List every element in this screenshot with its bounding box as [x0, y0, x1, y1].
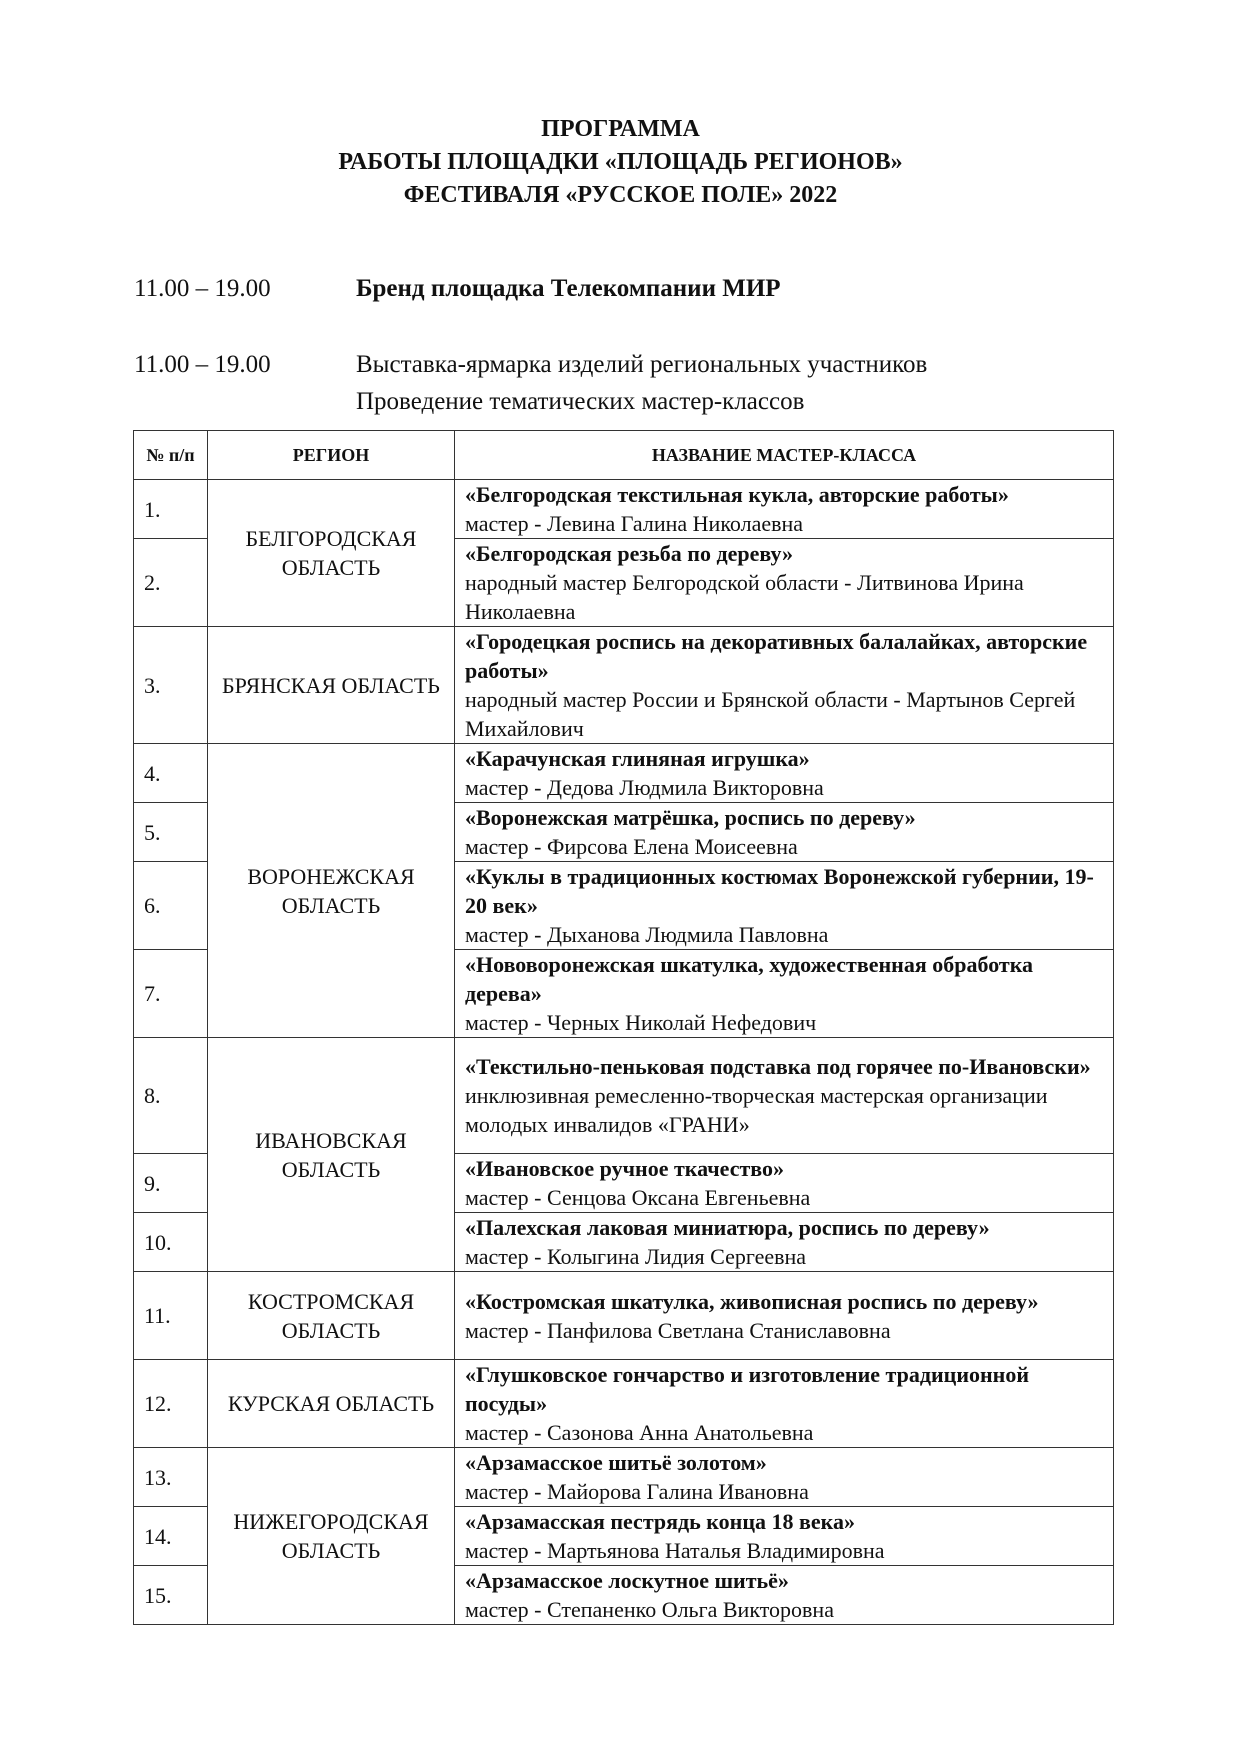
- class-master: мастер - Фирсова Елена Моисеевна: [465, 834, 798, 859]
- row-num: 3.: [134, 627, 208, 744]
- table-row: [134, 1038, 1114, 1154]
- class-title: «Глушковское гончарство и изготовление традиционной посуды»: [465, 1362, 1030, 1416]
- header-region: РЕГИОН: [208, 431, 455, 480]
- title-line: ФЕСТИВАЛЯ «РУССКОЕ ПОЛЕ» 2022: [403, 182, 838, 208]
- row-num: 12.: [134, 1360, 208, 1448]
- region-cell: НИЖЕГОРОДСКАЯ ОБЛАСТЬ: [208, 1448, 455, 1625]
- schedule-time: 11.00 – 19.00: [134, 351, 271, 378]
- schedule-event: Бренд площадка Телекомпании МИР: [356, 275, 781, 302]
- class-cell: [455, 1272, 1114, 1360]
- table-row: [134, 480, 1114, 539]
- class-master: инклюзивная ремесленно-творческая мастерская организации молодых инвалидов «ГРАНИ»: [465, 1083, 1048, 1137]
- class-cell: [455, 744, 1114, 803]
- class-cell: [455, 950, 1114, 1038]
- row-num: 15.: [134, 1566, 208, 1625]
- table-row: [134, 627, 1114, 744]
- title-line: ПРОГРАММА: [541, 116, 700, 142]
- class-master: мастер - Колыгина Лидия Сергеевна: [465, 1244, 807, 1269]
- row-num: 8.: [134, 1038, 208, 1154]
- class-cell: [455, 1213, 1114, 1272]
- table-row: [134, 1360, 1114, 1448]
- class-title: «Текстильно-пеньковая подставка под горячее по-Ивановски»: [465, 1054, 1091, 1079]
- class-title: «Белгородская резьба по дереву»: [465, 541, 794, 566]
- schedule-event-secondary: Проведение тематических мастер-классов: [356, 388, 805, 415]
- region-cell: КОСТРОМСКАЯ ОБЛАСТЬ: [208, 1272, 455, 1360]
- row-num: 11.: [134, 1272, 208, 1360]
- title-line: РАБОТЫ ПЛОЩАДКИ «ПЛОЩАДЬ РЕГИОНОВ»: [338, 149, 903, 175]
- class-cell: [455, 1154, 1114, 1213]
- class-master: мастер - Дедова Людмила Викторовна: [465, 775, 824, 800]
- header-class-name: НАЗВАНИЕ МАСТЕР-КЛАССА: [455, 431, 1114, 480]
- class-master: мастер - Мартьянова Наталья Владимировна: [465, 1538, 885, 1563]
- class-cell: [455, 862, 1114, 950]
- class-master: мастер - Сенцова Оксана Евгеньевна: [465, 1185, 811, 1210]
- schedule-time: 11.00 – 19.00: [134, 275, 271, 302]
- row-num: 6.: [134, 862, 208, 950]
- class-title: «Карачунская глиняная игрушка»: [465, 746, 810, 771]
- class-cell: [455, 1360, 1114, 1448]
- row-num: 14.: [134, 1507, 208, 1566]
- class-title: «Нововоронежская шкатулка, художественная обработка дерева»: [465, 952, 1034, 1006]
- class-title: «Белгородская текстильная кукла, авторские работы»: [465, 482, 1009, 507]
- class-cell: [455, 1566, 1114, 1625]
- class-cell: [455, 1448, 1114, 1507]
- class-master: мастер - Дыханова Людмила Павловна: [465, 922, 829, 947]
- class-title: «Городецкая роспись на декоративных балалайках, авторские работы»: [465, 629, 1088, 683]
- class-title: «Куклы в традиционных костюмах Воронежской губернии, 19-20 век»: [465, 864, 1094, 918]
- table-row: [134, 744, 1114, 803]
- class-title: «Арзамасская пестрядь конца 18 века»: [465, 1509, 856, 1534]
- class-cell: [455, 1038, 1114, 1154]
- class-master: мастер - Панфилова Светлана Станиславовна: [465, 1317, 891, 1343]
- table-row: [134, 1272, 1114, 1360]
- row-num: 4.: [134, 744, 208, 803]
- class-cell: [455, 627, 1114, 744]
- region-cell: ВОРОНЕЖСКАЯ ОБЛАСТЬ: [208, 744, 455, 1038]
- table-header-row: [134, 431, 1114, 480]
- class-cell: [455, 1507, 1114, 1566]
- region-cell: КУРСКАЯ ОБЛАСТЬ: [208, 1360, 455, 1448]
- region-cell: ИВАНОВСКАЯ ОБЛАСТЬ: [208, 1038, 455, 1272]
- class-title: «Палехская лаковая миниатюра, роспись по дереву»: [465, 1215, 990, 1240]
- master-class-table: [133, 430, 1114, 1625]
- row-num: 2.: [134, 539, 208, 627]
- row-num: 1.: [134, 480, 208, 539]
- class-title: «Арзамасское лоскутное шитьё»: [465, 1568, 789, 1593]
- class-title: «Ивановское ручное ткачество»: [465, 1156, 784, 1181]
- class-cell: [455, 539, 1114, 627]
- row-num: 5.: [134, 803, 208, 862]
- class-master: мастер - Сазонова Анна Анатольевна: [465, 1420, 814, 1445]
- page-title: [0, 113, 1241, 212]
- class-title: «Костромская шкатулка, живописная роспись по дереву»: [465, 1288, 1039, 1314]
- class-title: «Арзамасское шитьё золотом»: [465, 1450, 767, 1475]
- class-master: мастер - Левина Галина Николаевна: [465, 511, 804, 536]
- header-num: № п/п: [134, 431, 208, 480]
- class-master: народный мастер Белгородской области - Литвинова Ирина Николаевна: [465, 570, 1024, 624]
- row-num: 9.: [134, 1154, 208, 1213]
- class-master: мастер - Майорова Галина Ивановна: [465, 1479, 809, 1504]
- row-num: 10.: [134, 1213, 208, 1272]
- class-cell: [455, 480, 1114, 539]
- class-master: народный мастер России и Брянской области - Мартынов Сергей Михайлович: [465, 687, 1076, 741]
- row-num: 7.: [134, 950, 208, 1038]
- class-title: «Воронежская матрёшка, роспись по дереву»: [465, 805, 916, 830]
- class-master: мастер - Степаненко Ольга Викторовна: [465, 1597, 834, 1622]
- schedule-event: Выставка-ярмарка изделий региональных участников: [356, 351, 928, 378]
- table-row: [134, 1448, 1114, 1507]
- region-cell: БЕЛГОРОДСКАЯ ОБЛАСТЬ: [208, 480, 455, 627]
- row-num: 13.: [134, 1448, 208, 1507]
- class-cell: [455, 803, 1114, 862]
- region-cell: БРЯНСКАЯ ОБЛАСТЬ: [208, 627, 455, 744]
- class-master: мастер - Черных Николай Нефедович: [465, 1010, 817, 1035]
